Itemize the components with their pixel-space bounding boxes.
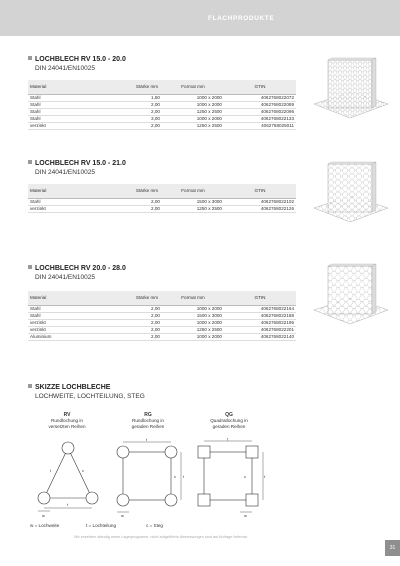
cell-material: Aluminium [28,333,132,340]
col-gtin: GTIN [224,80,296,94]
legend-steg: c = Steg [146,523,163,528]
cell-gtin: 4062768022126 [224,205,296,212]
table-row [28,108,296,115]
table-row [28,333,296,340]
dimension-t: t [50,468,52,473]
cell-thickness: 2,00 [132,333,162,340]
cell-gtin: 4062768022201 [224,326,296,333]
cell-gtin: 4062768022133 [224,115,296,122]
section-title: SKIZZE LOCHBLECHE [28,384,110,391]
cell-format: 1000 x 2000 [162,101,224,108]
cell-material: Stahl [28,108,132,115]
diagram-code: RV [63,412,71,418]
table-row [28,205,296,212]
cell-gtin: 4062768022096 [224,108,296,115]
cell-format: 1500 x 3000 [162,198,224,205]
cell-format: 1250 x 2500 [162,205,224,212]
section-subtitle: DIN 24041/EN10025 [35,274,95,281]
section-title: LOCHBLECH RV 15.0 - 20.0 [28,56,126,63]
cell-thickness: 2,00 [132,326,162,333]
dimension-c: c [174,474,176,479]
table-row [28,305,296,312]
table-row [28,115,296,122]
cell-material: Stahl [28,94,132,101]
diagram-rv [30,438,105,518]
legend-lochweite: w = Lochweite [30,523,60,528]
diagram-desc-line1: Quadratlochung in [210,418,248,423]
cell-format: 1000 x 2000 [162,94,224,101]
cell-thickness: 2,00 [132,122,162,129]
cell-material: Stahl [28,312,132,319]
col-material: Material [28,80,132,94]
cell-gtin: 4062768022089 [224,101,296,108]
col-material: Material [28,291,132,305]
diagram-desc-line1: Rundlochung in [51,418,83,423]
cell-thickness: 2,00 [132,198,162,205]
product-table [28,80,296,130]
diagram-desc-line2: geraden Reihen [131,424,165,429]
cell-format: 1000 x 2000 [162,305,224,312]
diagram-desc-line2: versetzten Reihen [48,424,86,429]
cell-gtin: 4062768022140 [224,333,296,340]
table-row [28,198,296,205]
col-thickness: Stärke mm [132,291,162,305]
perforated-sheet-image-3 [310,262,390,330]
section-subtitle: DIN 24041/EN10025 [35,169,95,176]
cell-material: verzinkt [28,326,132,333]
table-row [28,326,296,333]
cell-material: Stahl [28,305,132,312]
diagram-desc-line2: geraden Reihen [212,424,246,429]
dimension-t: t [146,438,148,442]
table-header-row [28,291,296,305]
perforated-sheet-image-2 [310,160,390,228]
section-title: LOCHBLECH RV 20.0 - 28.0 [28,265,126,272]
cell-format: 1250 x 2500 [162,122,224,129]
cell-thickness: 2,00 [132,312,162,319]
header-title: FLACHPRODUKTE [208,15,275,22]
dimension-w: w [42,513,45,518]
col-gtin: GTIN [224,184,296,198]
dimension-t: t [67,502,69,507]
cell-gtin: 4062768022164 [224,305,296,312]
cell-gtin: 4062768025011 [224,122,296,129]
perforated-sheet-image-1 [310,56,390,124]
cell-thickness: 1,50 [132,94,162,101]
cell-format: 1000 x 2000 [162,333,224,340]
header-band [0,0,400,36]
cell-thickness: 2,00 [132,205,162,212]
cell-format: 1000 x 2000 [162,115,224,122]
page-number: 31 [385,540,400,556]
cell-thickness: 2,00 [132,108,162,115]
legend-lochteilung: t = Lochteilung [86,523,117,528]
section-subtitle: DIN 24041/EN10025 [35,65,95,72]
cell-format: 1250 x 2500 [162,326,224,333]
cell-gtin: 4062768022102 [224,198,296,205]
dimension-w: w [244,513,247,518]
cell-format: 1500 x 3000 [162,312,224,319]
diagram-label-qg [192,412,266,430]
table-row [28,101,296,108]
dimension-c: c [82,468,84,473]
footnote: Wir erweitern ständig unser Lagerprogramm, nicht aufgeführte Abmessungen sind auf Anfrage lieferbar. [74,535,248,539]
cell-gtin: 4062768022072 [224,94,296,101]
dimension-c: c [244,474,246,479]
col-thickness: Stärke mm [132,184,162,198]
dimension-t: t [183,474,185,479]
table-header-row [28,80,296,94]
table-header-row [28,184,296,198]
diagram-rg [111,438,186,518]
diagram-code: RG [144,412,152,418]
cell-material: Stahl [28,198,132,205]
dimension-t: t [227,438,229,442]
table-row [28,312,296,319]
dimension-w: w [121,513,124,518]
cell-thickness: 2,00 [132,319,162,326]
diagram-label-rg [111,412,185,430]
product-table [28,184,296,213]
cell-format: 1250 x 2500 [162,108,224,115]
dimension-t: t [264,474,266,479]
col-thickness: Stärke mm [132,80,162,94]
cell-thickness: 2,00 [132,101,162,108]
cell-thickness: 3,00 [132,115,162,122]
cell-material: verzinkt [28,319,132,326]
diagram-qg [192,438,267,518]
cell-gtin: 4062768022188 [224,312,296,319]
cell-material: verzinkt [28,205,132,212]
diagram-label-rv [30,412,104,430]
col-material: Material [28,184,132,198]
diagram-desc-line1: Rundlochung in [132,418,164,423]
cell-gtin: 4062768022195 [224,319,296,326]
col-gtin: GTIN [224,291,296,305]
table-row [28,122,296,129]
table-row [28,94,296,101]
table-row [28,319,296,326]
col-format: Format mm [162,80,224,94]
cell-material: Stahl [28,115,132,122]
cell-format: 1000 x 2000 [162,319,224,326]
product-table [28,291,296,341]
col-format: Format mm [162,184,224,198]
section-subtitle: LOCHWEITE, LOCHTEILUNG, STEG [35,393,145,400]
col-format: Format mm [162,291,224,305]
cell-thickness: 2,00 [132,305,162,312]
section-title: LOCHBLECH RV 15.0 - 21.0 [28,160,126,167]
cell-material: verzinkt [28,122,132,129]
cell-material: Stahl [28,101,132,108]
diagram-code: QG [225,412,233,418]
